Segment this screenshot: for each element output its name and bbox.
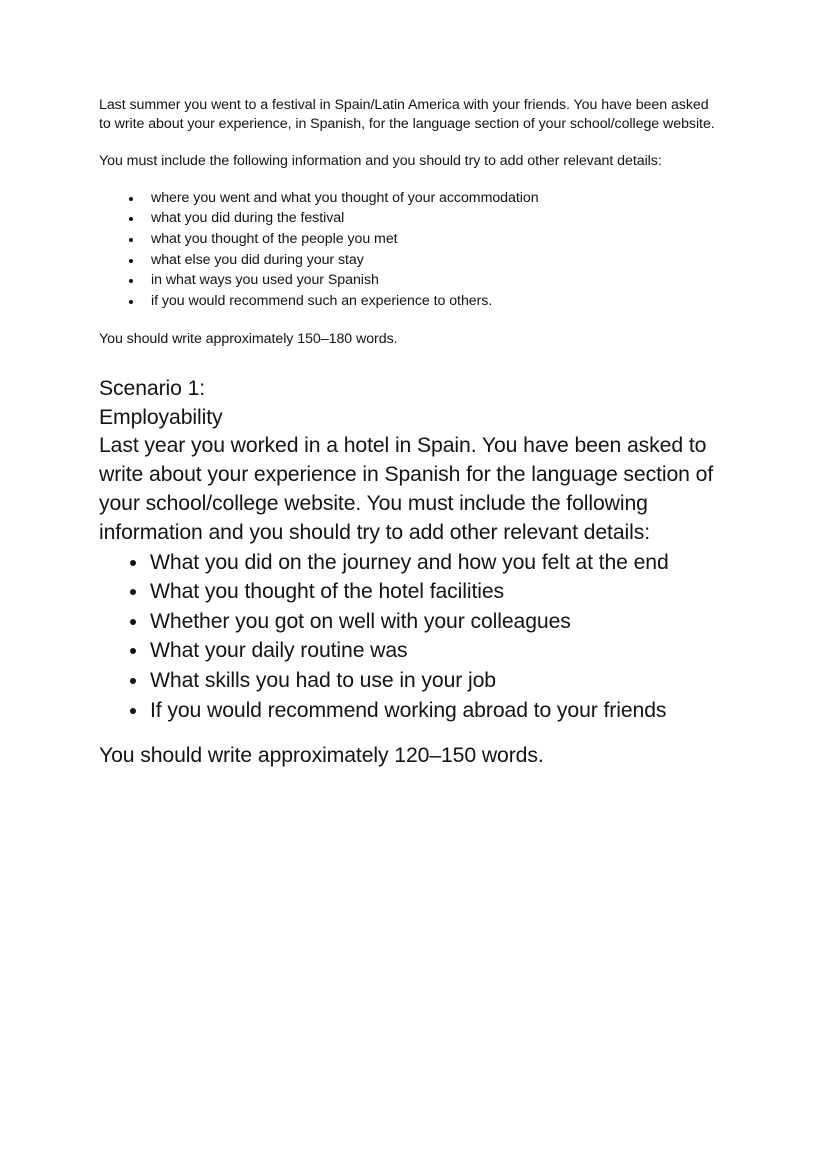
list-item-text: what else you did during your stay — [151, 251, 364, 268]
section-a-instruction-paragraph: You must include the following information and you should try to add other relevant details: — [99, 152, 662, 169]
section-divider-space — [99, 350, 719, 375]
list-item — [99, 577, 719, 607]
list-item-text: Whether you got on well with your colleagues — [150, 609, 571, 633]
list-item — [99, 270, 719, 291]
section-b — [99, 375, 719, 771]
list-item — [99, 548, 719, 578]
list-item-text: What skills you had to use in your job — [150, 668, 496, 692]
list-item-text: What you did on the journey and how you felt at the end — [150, 550, 669, 574]
list-item — [99, 188, 719, 209]
list-item — [99, 208, 719, 229]
list-item-text: If you would recommend working abroad to your friends — [150, 698, 667, 722]
list-item-text: in what ways you used your Spanish — [151, 272, 379, 289]
list-item-text: what you thought of the people you met — [151, 231, 398, 248]
section-a-bullet-list — [99, 188, 719, 312]
section-b-bullet-list — [99, 548, 719, 726]
section-a-word-count: You should write approximately 150–180 words. — [99, 331, 398, 348]
list-item — [99, 291, 719, 312]
list-item — [99, 229, 719, 250]
section-b-word-count: You should write approximately 120–150 words. — [99, 744, 544, 768]
document-content — [99, 96, 719, 771]
scenario-label: Scenario 1: — [99, 376, 206, 400]
list-item-text: What your daily routine was — [150, 639, 408, 663]
section-a-intro-paragraph: Last summer you went to a festival in Spain/Latin America with your friends. You have been asked to write about your experience, in Spanish, for the language section of your school/college website. — [99, 97, 715, 133]
list-item-text: what you did during the festival — [151, 210, 345, 227]
list-item — [99, 636, 719, 666]
list-item — [99, 696, 719, 726]
list-item — [99, 607, 719, 637]
list-item — [99, 250, 719, 271]
section-b-body-paragraph: Last year you worked in a hotel in Spain. You have been asked to write about your experience in Spanish for the language section of your school/college website. You must include the following information and you should try to add other relevant details: — [99, 434, 714, 544]
section-a — [99, 96, 719, 350]
list-item-text: What you thought of the hotel facilities — [150, 580, 505, 604]
list-item — [99, 666, 719, 696]
list-item-text: where you went and what you thought of your accommodation — [151, 189, 539, 206]
scenario-title: Employability — [99, 405, 223, 429]
list-item-text: if you would recommend such an experience to others. — [151, 292, 493, 309]
